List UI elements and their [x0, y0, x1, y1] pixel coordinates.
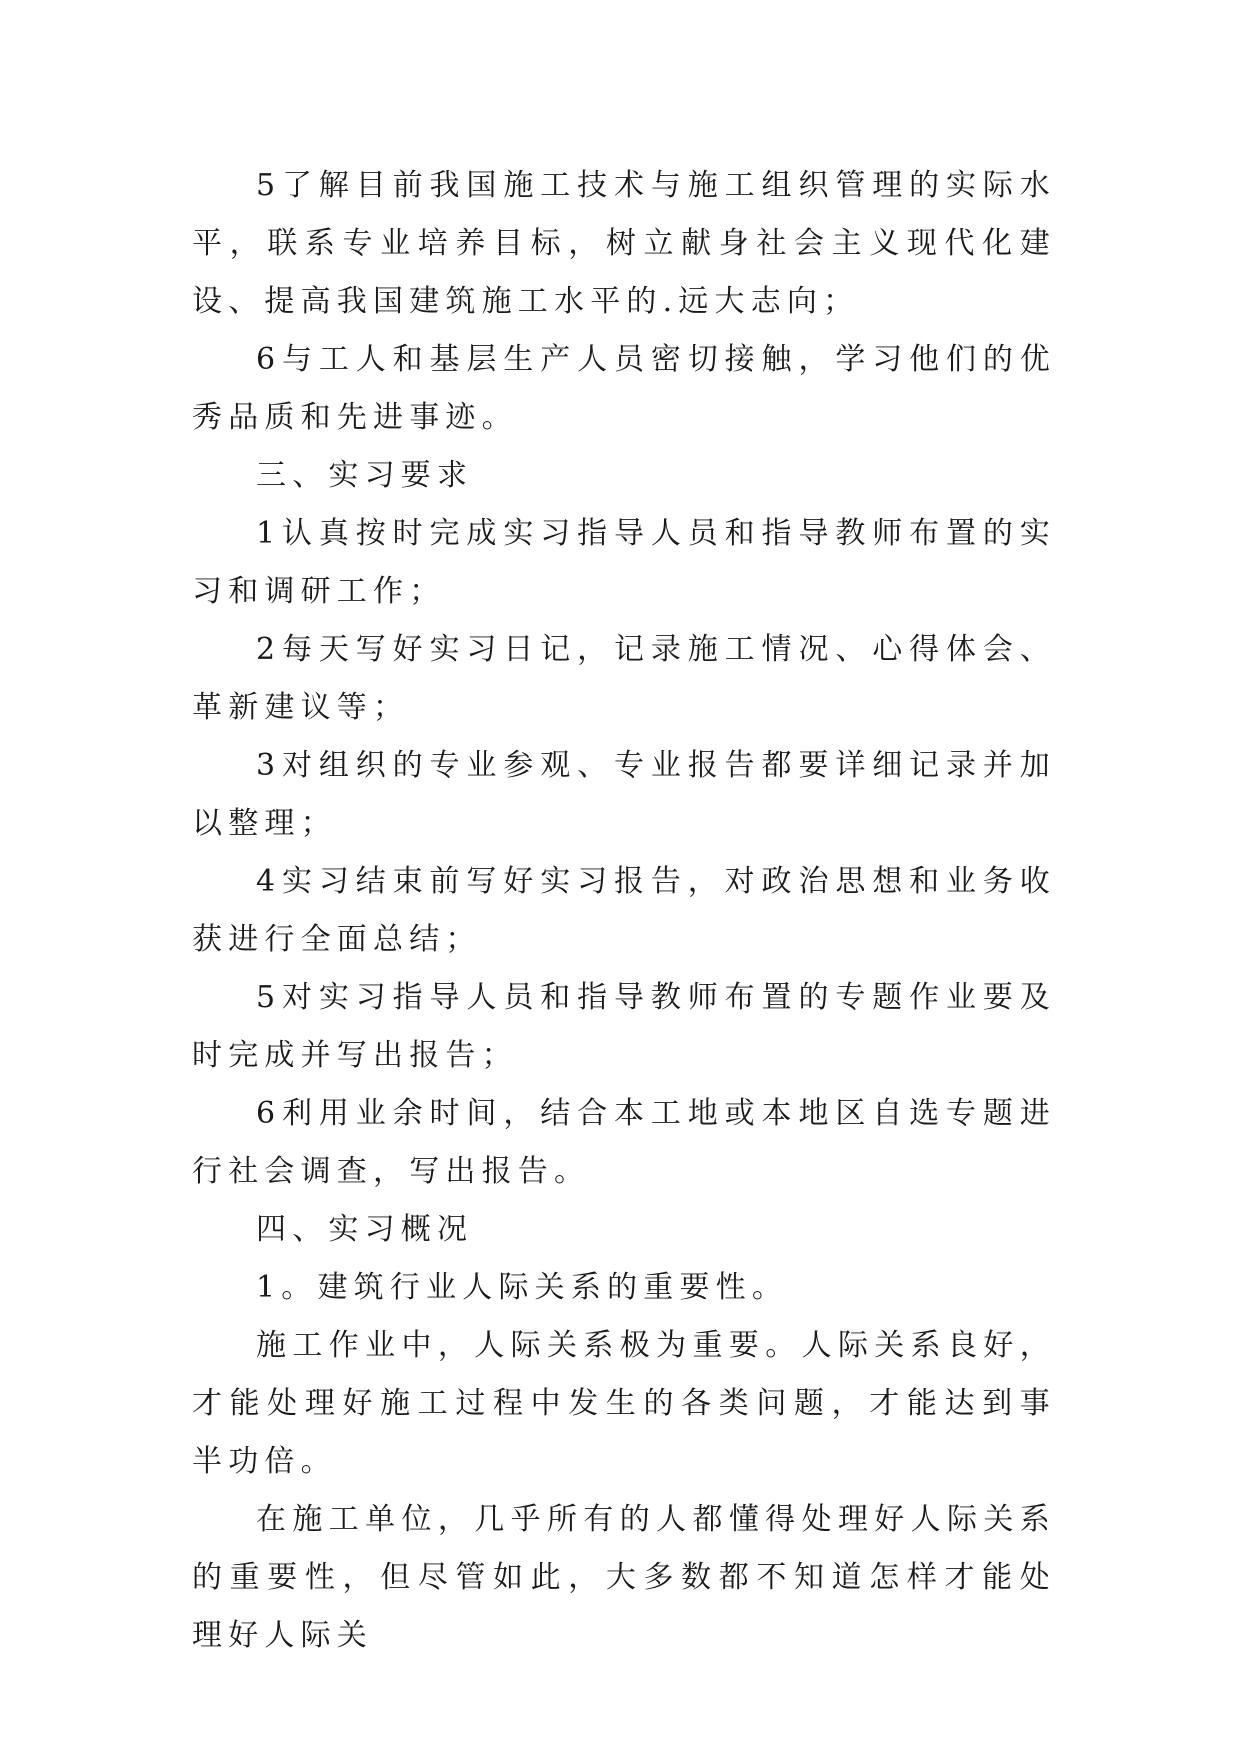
document-body — [192, 157, 1056, 1665]
paragraph: 3对组织的专业参观、专业报告都要详细记录并加以整理； — [192, 748, 1056, 841]
section-heading: 四、实习概况 — [256, 1212, 474, 1247]
paragraph: 1。建筑行业人际关系的重要性。 — [256, 1270, 789, 1305]
paragraph: 5对实习指导人员和指导教师布置的专题作业要及时完成并写出报告； — [192, 980, 1056, 1073]
paragraph: 2每天写好实习日记，记录施工情况、心得体会、革新建议等； — [192, 632, 1056, 725]
paragraph: 1认真按时完成实习指导人员和指导教师布置的实习和调研工作； — [192, 516, 1056, 609]
paragraph: 6与工人和基层生产人员密切接触，学习他们的优秀品质和先进事迹。 — [192, 342, 1056, 435]
paragraph: 施工作业中，人际关系极为重要。人际关系良好，才能处理好施工过程中发生的各类问题，才能达到事半功倍。 — [192, 1328, 1056, 1479]
paragraph: 4实习结束前写好实习报告，对政治思想和业务收获进行全面总结； — [192, 864, 1056, 957]
paragraph: 6利用业余时间，结合本工地或本地区自选专题进行社会调查，写出报告。 — [192, 1096, 1056, 1189]
paragraph: 在施工单位，几乎所有的人都懂得处理好人际关系的重要性，但尽管如此，大多数都不知道怎样才能处理好人际关 — [192, 1502, 1056, 1653]
section-heading: 三、实习要求 — [256, 458, 474, 493]
paragraph: 5了解目前我国施工技术与施工组织管理的实际水平，联系专业培养目标，树立献身社会主义现代化建设、提高我国建筑施工水平的.远大志向； — [192, 168, 1056, 319]
